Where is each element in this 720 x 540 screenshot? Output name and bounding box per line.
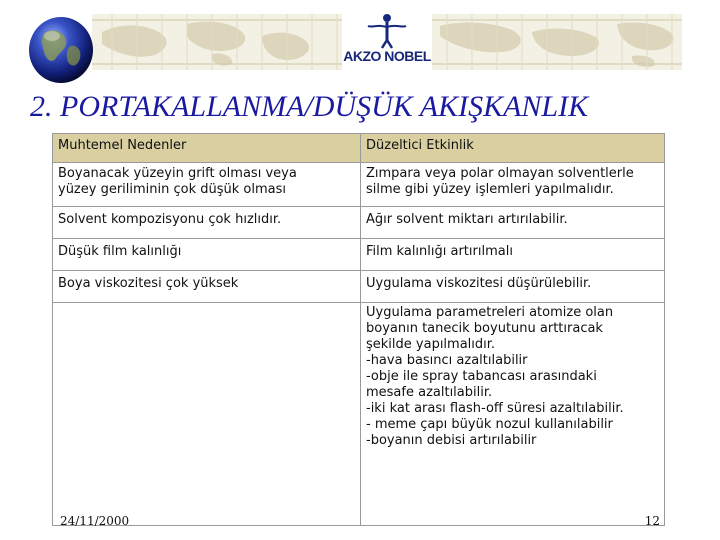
header-causes: Muhtemel Nedenler bbox=[53, 134, 361, 163]
action-cell bbox=[361, 239, 665, 271]
action-cell bbox=[361, 163, 665, 207]
page-title: 2. PORTAKALLANMA/DÜŞÜK AKIŞKANLIK bbox=[30, 90, 589, 123]
world-map-strip-left bbox=[92, 14, 342, 70]
logo-text: AKZO NOBEL bbox=[343, 48, 431, 64]
action-line: şekilde yapılmalıdır. bbox=[366, 337, 496, 352]
action-line: -obje ile spray tabancası arasındaki bbox=[366, 369, 597, 384]
action-cell bbox=[361, 271, 665, 303]
cause-line: Solvent kompozisyonu çok hızlıdır. bbox=[58, 212, 282, 227]
action-line: -iki kat arası flash-off süresi azaltılabilir. bbox=[366, 401, 624, 416]
page-number: 12 bbox=[644, 514, 660, 528]
action-line: Uygulama parametreleri atomize olan bbox=[366, 305, 614, 320]
table-row bbox=[53, 271, 665, 303]
cause-line: Düşük film kalınlığı bbox=[58, 244, 182, 259]
action-line: -hava basıncı azaltılabilir bbox=[366, 353, 528, 368]
causes-actions-table bbox=[52, 133, 665, 526]
action-line: -boyanın debisi artırılabilir bbox=[366, 433, 537, 448]
cause-line: yüzey geriliminin çok düşük olması bbox=[58, 182, 287, 197]
table-row bbox=[53, 207, 665, 239]
cause-cell bbox=[53, 239, 361, 271]
table-row bbox=[53, 303, 665, 526]
action-line: mesafe azaltılabilir. bbox=[366, 385, 493, 400]
action-line: Zımpara veya polar olmayan solventlerle bbox=[366, 166, 634, 181]
cause-line: Boya viskozitesi çok yüksek bbox=[58, 276, 239, 291]
cause-cell-empty bbox=[53, 303, 361, 526]
cause-cell bbox=[53, 271, 361, 303]
table-row bbox=[53, 163, 665, 207]
header-actions: Düzeltici Etkinlik bbox=[361, 134, 665, 163]
action-cell bbox=[361, 303, 665, 526]
globe-icon bbox=[16, 6, 106, 90]
table-header-row bbox=[53, 134, 665, 163]
action-line: boyanın tanecik boyutunu arttıracak bbox=[366, 321, 603, 336]
cause-cell bbox=[53, 163, 361, 207]
footer-date: 24/11/2000 bbox=[60, 514, 130, 528]
world-map-strip-right bbox=[432, 14, 682, 70]
akzo-nobel-logo bbox=[342, 10, 432, 72]
action-cell bbox=[361, 207, 665, 239]
action-line: Uygulama viskozitesi düşürülebilir. bbox=[366, 276, 592, 291]
table-row bbox=[53, 239, 665, 271]
header-banner bbox=[0, 0, 720, 80]
action-line: Ağır solvent miktarı artırılabilir. bbox=[366, 212, 568, 227]
action-line: - meme çapı büyük nozul kullanılabilir bbox=[366, 417, 613, 432]
cause-line: Boyanacak yüzeyin grift olması veya bbox=[58, 166, 297, 181]
action-line: silme gibi yüzey işlemleri yapılmalıdır. bbox=[366, 182, 614, 197]
cause-cell bbox=[53, 207, 361, 239]
action-line: Film kalınlığı artırılmalı bbox=[366, 244, 513, 259]
